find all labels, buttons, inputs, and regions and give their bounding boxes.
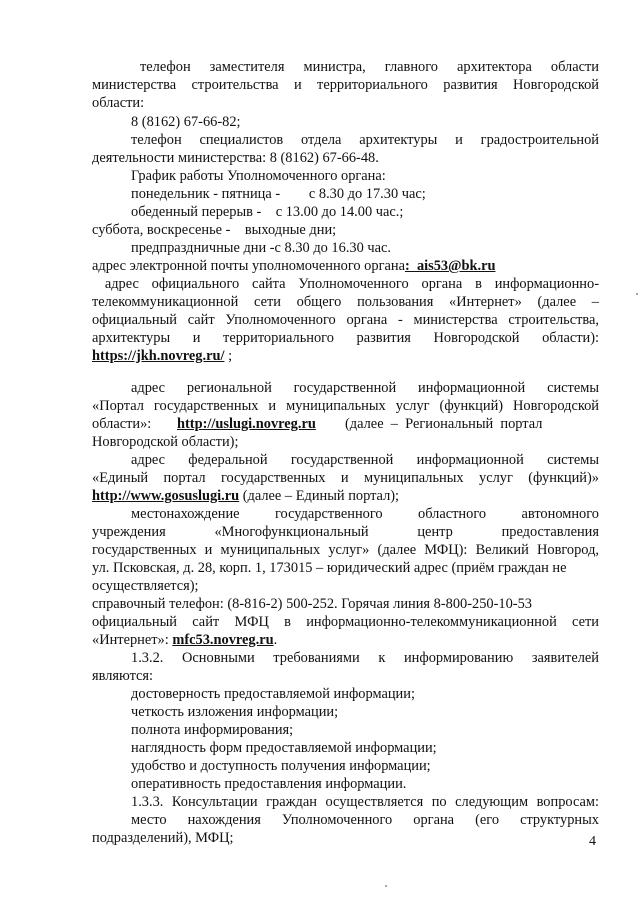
list-item: наглядность форм предоставляемой информации; (131, 740, 437, 756)
text-line: являются: (92, 668, 154, 684)
scan-speck (385, 885, 387, 887)
mfc-suffix: . (273, 632, 278, 648)
text-fragment: области»: (92, 416, 152, 432)
text-line: адрес федеральной государственной информационной системы (131, 452, 599, 468)
text-line (92, 415, 599, 433)
text-line: «Портал государственных и муниципальных услуг (функций) Новгородской (92, 398, 599, 414)
text-line: телефон специалистов отдела архитектуры и градостроительной (131, 132, 599, 148)
text-line: государственных и муниципальных услуг» (далее МФЦ): Великий Новгород, (92, 542, 599, 558)
text-fragment: «Интернет»: (92, 632, 173, 648)
text-line: архитектуры и территориального развития Новгородской области): (92, 330, 599, 346)
text-line (92, 631, 599, 649)
text-line: суббота, воскресенье - выходные дни; (92, 222, 337, 238)
text-line: понедельник - пятница - с 8.30 до 17.30 час; (131, 186, 426, 202)
jkh-suffix: ; (224, 348, 233, 364)
mfc-link[interactable]: mfc53.novreg.ru (172, 632, 274, 648)
list-item: достоверность предоставляемой информации; (131, 686, 415, 702)
text-fragment: (далее – Региональный портал (345, 416, 543, 432)
text-line: ул. Псковская, д. 28, корп. 1, 173015 – юридический адрес (приём граждан не (92, 560, 567, 576)
uslugi-link[interactable]: http://uslugi.novreg.ru (177, 416, 316, 432)
text-line: подразделений), МФЦ; (92, 830, 234, 846)
gosuslugi-link[interactable]: http://www.gosuslugi.ru (92, 488, 240, 504)
list-item: удобство и доступность получения информации; (131, 758, 431, 774)
list-item: оперативность предоставления информации. (131, 776, 407, 792)
text-line: место нахождения Уполномоченного органа (его структурных (131, 812, 599, 828)
text-line: предпраздничные дни -с 8.30 до 16.30 час. (131, 240, 392, 256)
text-line (92, 347, 599, 365)
scan-speck (636, 293, 638, 295)
text-line: деятельности министерства: 8 (8162) 67-66-48. (92, 150, 379, 166)
email-link[interactable]: : ais53@bk.ru (404, 258, 496, 274)
list-item: четкость изложения информации; (131, 704, 339, 720)
text-line: адрес региональной государственной информационной системы (131, 380, 599, 396)
text-line: «Единый портал государственных и муниципальных услуг (функций)» (92, 470, 599, 486)
text-line: осуществляется); (92, 578, 199, 594)
text-line: министерства строительства и территориального развития Новгородской (92, 77, 599, 93)
text-line: официальный сайт МФЦ в информационно-телекоммуникационной сети (92, 614, 599, 630)
text-line: телефон заместителя министра, главного архитектора области (140, 59, 599, 75)
text-line: местонахождение государственного областного автономного (131, 506, 599, 522)
text-line: области: (92, 95, 145, 111)
page-number: 4 (589, 834, 596, 849)
jkh-link[interactable]: https://jkh.novreg.ru/ (92, 348, 225, 364)
email-label: адрес электронной почты уполномоченного органа (92, 258, 405, 274)
text-line (92, 487, 599, 505)
text-line: телекоммуникационной сети общего пользования «Интернет» (далее – (92, 294, 599, 310)
text-line: официальный сайт Уполномоченного органа - министерства строительства, (92, 312, 599, 328)
text-line: справочный телефон: (8-816-2) 500-252. Горячая линия 8-800-250-10-53 (92, 596, 532, 612)
text-line: Новгородской области); (92, 434, 239, 450)
text-fragment: (далее – Единый портал); (239, 488, 400, 504)
text-line: учреждения «Многофункциональный центр предоставления (92, 524, 599, 540)
list-item: полнота информирования; (131, 722, 294, 738)
text-line: 1.3.2. Основными требованиями к информированию заявителей (131, 650, 599, 666)
text-line: 8 (8162) 67-66-82; (131, 114, 241, 130)
text-line: 1.3.3. Консультации граждан осуществляется по следующим вопросам: (131, 794, 599, 810)
text-line: График работы Уполномоченного органа: (131, 168, 386, 184)
text-line (92, 257, 599, 275)
text-line: адрес официального сайта Уполномоченного органа в информационно- (92, 276, 599, 292)
text-line: обеденный перерыв - с 13.00 до 14.00 час.; (131, 204, 404, 220)
